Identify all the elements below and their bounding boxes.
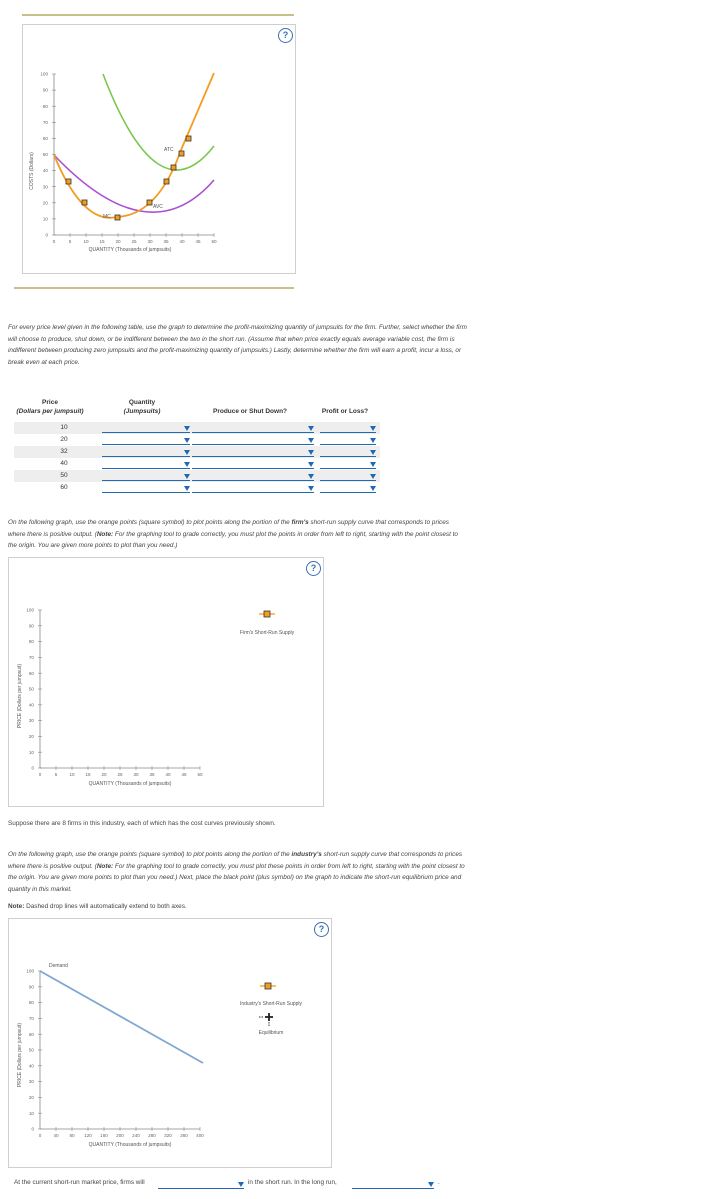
footer-sentence bbox=[14, 1179, 145, 1186]
chevron-down-icon bbox=[184, 474, 190, 479]
chevron-down-icon bbox=[308, 486, 314, 491]
produce-dropdown[interactable] bbox=[192, 436, 314, 445]
industry-instructions: On the following graph, use the orange points (square symbol) to plot points along the portion of the industry's short-run supply curve that corresponds to prices where there is positive output. (Note: For the graphing tool to grade correctly, you must plot these points in order from left to right, starting with the point closest to the origin. You are given more points to plot than you need.) Next, place the black point (plus symbol) on the graph to indicate the short-run equilibrium price and quantity in this market. bbox=[8, 851, 465, 893]
x-tick-label: 35 bbox=[163, 239, 169, 244]
atc-curve bbox=[103, 74, 214, 170]
y-tick-label: 100 bbox=[40, 71, 48, 77]
y-tick-label: 10 bbox=[42, 216, 48, 222]
x-tick-label: 5 bbox=[68, 239, 72, 244]
x-tick-label: 360 bbox=[180, 1133, 188, 1138]
profit-dropdown[interactable] bbox=[320, 436, 376, 445]
footer-text-1: At the current short-run market price, firms will bbox=[14, 1179, 145, 1186]
table-instructions: For every price level given in the following table, use the graph to determine the profit-maximizing quantity of jumpsuits for the firm. Further, select whether the firm will choose to produce, shut down, or be indifferent between the two in the short run. (Assume that when price exactly equals average variable cost, the firm is indifferent between producing zero jumpsuits and the profit-maximizing quantity of jumpsuits.) Lastly, determine whether the firm will earn a profit, incur a loss, or break even at each price. bbox=[8, 324, 467, 366]
y-tick-label: 90 bbox=[42, 87, 48, 93]
chevron-down-icon bbox=[370, 474, 376, 479]
y-tick-label: 70 bbox=[28, 655, 34, 660]
mc-label: MC bbox=[103, 214, 111, 220]
firm-supply-panel bbox=[8, 557, 324, 807]
x-tick-label: 10 bbox=[83, 239, 89, 244]
x-tick-label: 10 bbox=[69, 772, 75, 777]
y-tick-label: 10 bbox=[28, 749, 34, 755]
table-row bbox=[14, 434, 380, 446]
produce-dropdown[interactable] bbox=[192, 472, 314, 481]
y-tick-label: 0 bbox=[31, 765, 34, 771]
profit-dropdown[interactable] bbox=[320, 424, 376, 433]
footer-text-2: in the short run. In the long run, bbox=[248, 1179, 337, 1186]
price-cell: 20 bbox=[60, 436, 68, 443]
help-icon[interactable]: ? bbox=[314, 922, 329, 937]
y-tick-label: 10 bbox=[28, 1110, 34, 1116]
orange-square-point-tool[interactable] bbox=[265, 983, 271, 989]
x-tick-label: 25 bbox=[117, 772, 123, 777]
chevron-down-icon bbox=[184, 450, 190, 455]
x-tick-label: 200 bbox=[116, 1133, 124, 1138]
y-tick-label: 80 bbox=[28, 639, 34, 645]
firm-supply-legend: Firm's Short-Run Supply bbox=[239, 630, 295, 636]
firm-supply-graph[interactable] bbox=[9, 558, 323, 806]
cost-curves-panel bbox=[22, 24, 296, 274]
y-tick-label: 50 bbox=[28, 1047, 34, 1053]
x-tick-label: 40 bbox=[53, 1133, 59, 1138]
firm-axes bbox=[26, 608, 203, 777]
produce-dropdown[interactable] bbox=[192, 460, 314, 469]
cost-y-label: COSTS (Dollars) bbox=[29, 152, 35, 190]
chevron-down-icon bbox=[428, 1182, 434, 1187]
y-tick-label: 40 bbox=[28, 702, 34, 708]
mc-point bbox=[115, 215, 120, 220]
y-tick-label: 0 bbox=[45, 232, 48, 238]
x-tick-label: 0 bbox=[38, 772, 42, 777]
y-tick-label: 100 bbox=[26, 607, 34, 613]
profit-dropdown[interactable] bbox=[320, 484, 376, 493]
x-tick-label: 20 bbox=[101, 772, 107, 777]
y-tick-label: 20 bbox=[28, 734, 34, 739]
x-tick-label: 160 bbox=[100, 1133, 108, 1138]
firm-supply-tool[interactable] bbox=[240, 611, 295, 636]
mc-point bbox=[186, 136, 191, 141]
chevron-down-icon bbox=[184, 486, 190, 491]
x-tick-label: 35 bbox=[149, 772, 155, 777]
quantity-dropdown[interactable] bbox=[102, 436, 190, 445]
x-tick-label: 400 bbox=[196, 1133, 204, 1138]
equilibrium-tool[interactable] bbox=[259, 1013, 284, 1036]
top-divider bbox=[22, 14, 294, 16]
quantity-dropdown[interactable] bbox=[102, 424, 190, 433]
y-tick-label: 70 bbox=[28, 1016, 34, 1021]
quantity-dropdown[interactable] bbox=[102, 472, 190, 481]
chevron-down-icon bbox=[370, 486, 376, 491]
x-tick-label: 50 bbox=[197, 772, 203, 777]
quantity-header: Quantity (Jumpsuits) bbox=[123, 399, 161, 415]
x-tick-label: 15 bbox=[99, 239, 105, 244]
price-header: Price (Dollars per jumpsuit) bbox=[16, 399, 84, 415]
y-tick-label: 70 bbox=[42, 119, 48, 125]
y-tick-label: 50 bbox=[42, 152, 48, 158]
quantity-dropdown[interactable] bbox=[102, 484, 190, 493]
avc-label: AVC bbox=[153, 204, 163, 210]
profit-dropdown[interactable] bbox=[320, 448, 376, 457]
orange-square-point-tool[interactable] bbox=[264, 611, 270, 617]
price-cell: 60 bbox=[60, 484, 68, 491]
x-tick-label: 5 bbox=[54, 772, 58, 777]
mc-point bbox=[147, 200, 152, 205]
x-tick-label: 240 bbox=[132, 1133, 140, 1138]
produce-dropdown[interactable] bbox=[192, 448, 314, 457]
y-tick-label: 20 bbox=[42, 200, 48, 206]
industry-axes bbox=[26, 969, 204, 1138]
avc-curve bbox=[54, 155, 214, 212]
y-tick-label: 40 bbox=[28, 1063, 34, 1069]
industry-panel bbox=[8, 918, 332, 1168]
produce-dropdown[interactable] bbox=[192, 424, 314, 433]
x-tick-label: 40 bbox=[165, 772, 171, 777]
help-icon[interactable]: ? bbox=[306, 561, 321, 576]
price-cell: 10 bbox=[60, 424, 68, 431]
x-tick-label: 15 bbox=[85, 772, 91, 777]
equilibrium-legend: Equilibrium bbox=[258, 1030, 284, 1036]
y-tick-label: 60 bbox=[28, 670, 34, 676]
x-tick-label: 30 bbox=[133, 772, 139, 777]
y-tick-label: 80 bbox=[28, 1000, 34, 1006]
section-divider bbox=[14, 287, 294, 289]
cost-axes bbox=[40, 72, 217, 244]
chevron-down-icon bbox=[308, 450, 314, 455]
y-tick-label: 60 bbox=[42, 136, 48, 141]
y-tick-label: 0 bbox=[31, 1126, 34, 1132]
chevron-down-icon bbox=[308, 438, 314, 443]
mc-curve bbox=[54, 73, 214, 218]
table-row bbox=[14, 470, 380, 482]
y-tick-label: 20 bbox=[28, 1095, 34, 1100]
y-tick-label: 30 bbox=[28, 1079, 34, 1085]
y-tick-label: 90 bbox=[28, 984, 34, 990]
price-cell: 32 bbox=[60, 448, 68, 455]
x-tick-label: 45 bbox=[195, 239, 201, 244]
cost-curves-chart bbox=[23, 25, 295, 273]
footer-text-3: . bbox=[438, 1179, 440, 1186]
long-run-dropdown[interactable] bbox=[352, 1180, 434, 1189]
mc-point bbox=[179, 151, 184, 156]
table-row bbox=[14, 458, 380, 470]
cost-x-label: QUANTITY (Thousands of jumpsuits) bbox=[88, 247, 172, 253]
firm-supply-instructions: On the following graph, use the orange points (square symbol) to plot points along the portion of the firm's short-run supply curve that corresponds to prices where there is positive output. (Note: For the graphing tool to grade correctly, you must plot the points in order from left to right, starting with the point closest to the origin. You are given more points to plot than you need.) bbox=[8, 519, 458, 549]
mc-point bbox=[164, 179, 169, 184]
x-tick-label: 280 bbox=[148, 1133, 156, 1138]
chevron-down-icon bbox=[370, 462, 376, 467]
y-tick-label: 30 bbox=[28, 718, 34, 724]
x-tick-label: 45 bbox=[181, 772, 187, 777]
x-tick-label: 320 bbox=[164, 1133, 172, 1138]
y-tick-label: 100 bbox=[26, 968, 34, 974]
x-tick-label: 30 bbox=[147, 239, 153, 244]
quantity-dropdown[interactable] bbox=[102, 448, 190, 457]
x-tick-label: 120 bbox=[84, 1133, 92, 1138]
industry-x-label: QUANTITY (Thousands of jumpsuits) bbox=[88, 1142, 172, 1148]
y-tick-label: 40 bbox=[42, 168, 48, 174]
mc-point bbox=[171, 165, 176, 170]
chevron-down-icon bbox=[370, 426, 376, 431]
industry-y-label: PRICE (Dollars per jumpsuit) bbox=[17, 1022, 23, 1088]
y-tick-label: 60 bbox=[28, 1031, 34, 1037]
demand-label: Demand bbox=[49, 963, 68, 969]
industry-supply-legend: Industry's Short-Run Supply bbox=[239, 1001, 303, 1007]
y-tick-label: 80 bbox=[42, 103, 48, 109]
firm-x-label: QUANTITY (Thousands of jumpsuits) bbox=[88, 781, 172, 787]
profit-header: Profit or Loss? bbox=[321, 408, 369, 415]
produce-dropdown[interactable] bbox=[192, 484, 314, 493]
demand-curve bbox=[40, 971, 203, 1063]
chevron-down-icon bbox=[370, 438, 376, 443]
x-tick-label: 25 bbox=[131, 239, 137, 244]
industry-supply-tool[interactable] bbox=[240, 983, 303, 1007]
profit-dropdown[interactable] bbox=[320, 472, 376, 481]
chevron-down-icon bbox=[370, 450, 376, 455]
y-tick-label: 90 bbox=[28, 623, 34, 629]
chevron-down-icon bbox=[308, 426, 314, 431]
y-tick-label: 50 bbox=[28, 686, 34, 692]
chevron-down-icon bbox=[308, 462, 314, 467]
y-tick-label: 30 bbox=[42, 184, 48, 190]
chevron-down-icon bbox=[184, 426, 190, 431]
x-tick-label: 40 bbox=[179, 239, 185, 244]
chevron-down-icon bbox=[184, 462, 190, 467]
x-tick-label: 80 bbox=[69, 1133, 75, 1138]
x-tick-label: 0 bbox=[38, 1133, 42, 1138]
mc-point bbox=[82, 200, 87, 205]
help-icon[interactable]: ? bbox=[278, 28, 293, 43]
firm-y-label: PRICE (Dollars per jumpsuit) bbox=[17, 663, 23, 729]
chevron-down-icon bbox=[184, 438, 190, 443]
price-cell: 50 bbox=[60, 472, 68, 479]
chevron-down-icon bbox=[308, 474, 314, 479]
industry-intro: Suppose there are 8 firms in this industry, each of which has the cost curves previously shown. bbox=[8, 820, 276, 827]
industry-graph[interactable] bbox=[9, 919, 331, 1167]
quantity-dropdown[interactable] bbox=[102, 460, 190, 469]
x-tick-label: 50 bbox=[211, 239, 217, 244]
x-tick-label: 20 bbox=[115, 239, 121, 244]
table-row bbox=[14, 422, 380, 434]
profit-dropdown[interactable] bbox=[320, 460, 376, 469]
x-tick-label: 0 bbox=[52, 239, 56, 244]
chevron-down-icon bbox=[238, 1182, 244, 1187]
mc-point bbox=[66, 179, 71, 184]
produce-header: Produce or Shut Down? bbox=[212, 408, 288, 415]
drop-line-note: Note: Dashed drop lines will automatically extend to both axes. bbox=[8, 903, 187, 910]
short-run-action-dropdown[interactable] bbox=[158, 1180, 244, 1189]
table-row bbox=[14, 482, 380, 494]
table-row bbox=[14, 446, 380, 458]
atc-label: ATC bbox=[164, 147, 174, 153]
price-cell: 40 bbox=[60, 460, 68, 467]
